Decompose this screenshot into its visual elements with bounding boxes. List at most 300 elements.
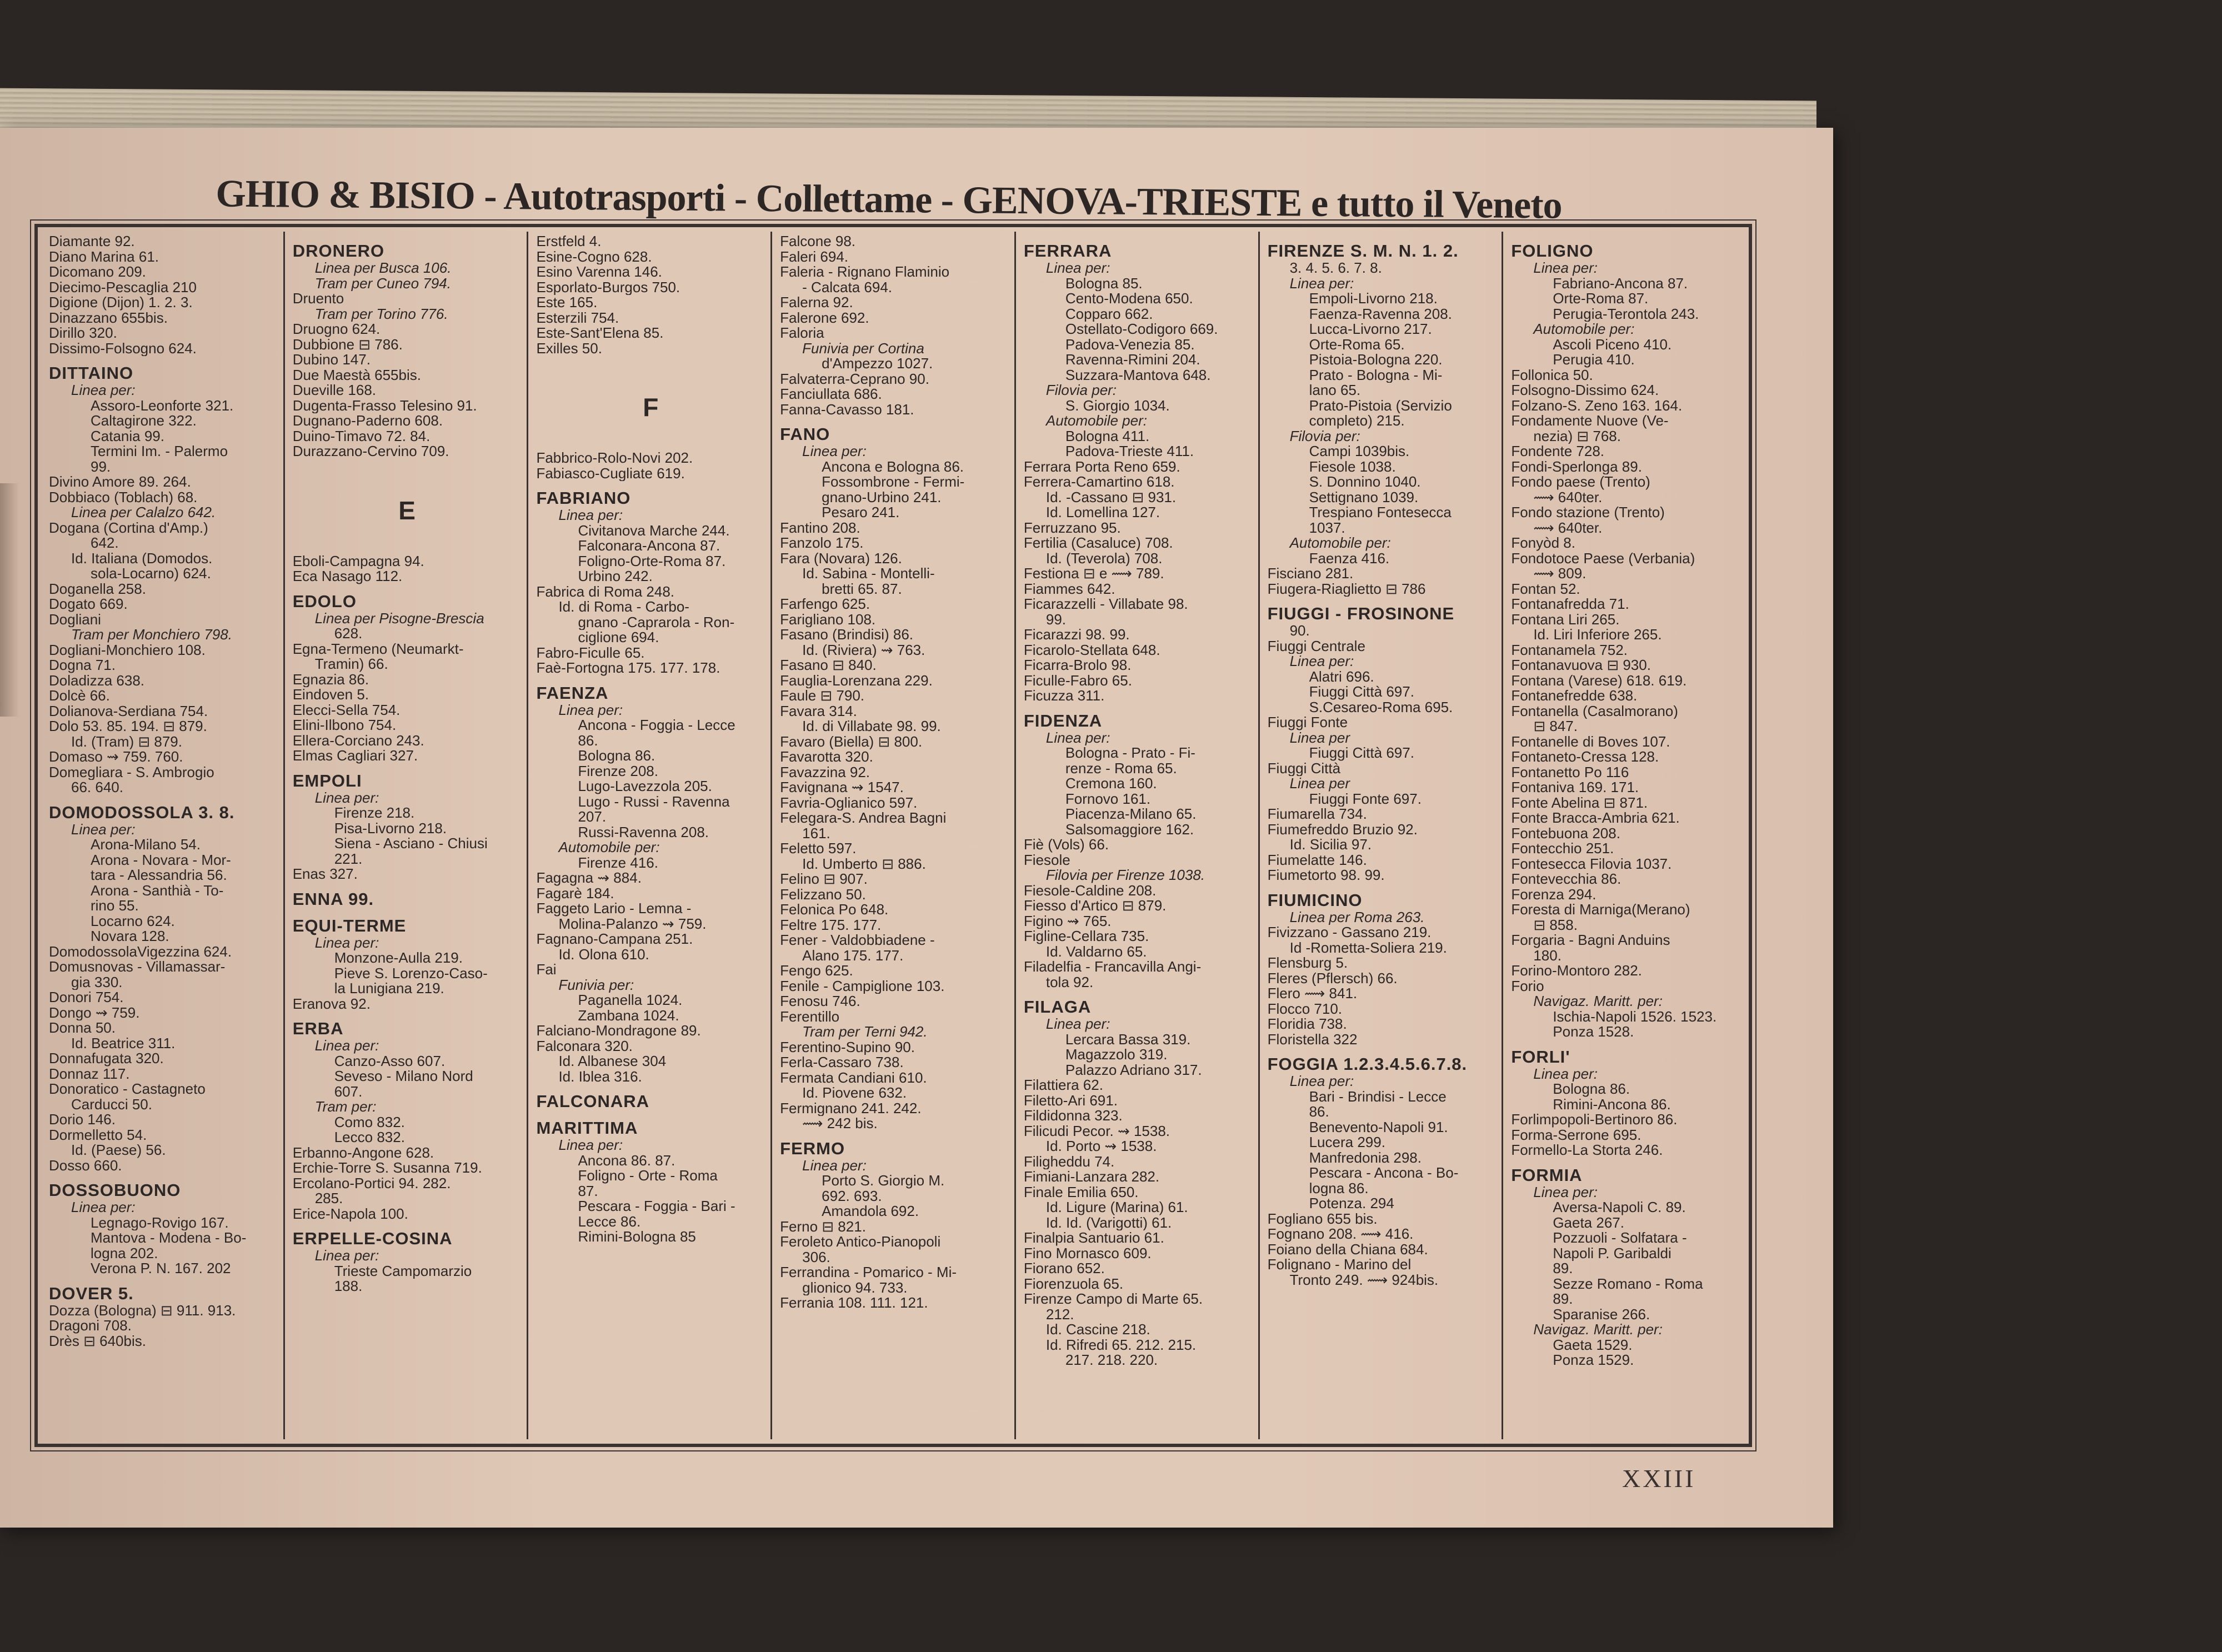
route-destination: Orte-Roma 87. [1553,291,1649,307]
index-subentry: ⟿ 242 bis. [802,1116,878,1132]
route-destination: Bologna 411. [1065,428,1150,444]
route-destination: Como 832. [334,1114,405,1130]
station-heading: FERRARA [1023,242,1112,261]
route-destination: Fiuggi Città 697. [1309,745,1414,761]
index-entry: Fiumelatte 146. [1267,852,1367,868]
route-destination: Lugo-Lavezzola 205. [578,779,712,794]
index-subentry: Id. Italiana (Domodos. [71,550,213,566]
route-destination: 217. 218. 220. [1065,1353,1158,1368]
index-entry: Felonica Po 648. [780,902,889,918]
index-subentry: Id. Porto ⇝ 1538. [1045,1139,1157,1154]
route-destination: Pistoia-Bologna 220. [1309,352,1443,368]
route-destination: Ravenna-Rimini 204. [1065,352,1200,368]
index-frame [34,224,1752,1447]
route-destination: logna 202. [91,1245,158,1261]
index-entry: Diamante 92. [49,234,135,249]
index-entry: Fiesso d'Artico ⊟ 879. [1023,898,1167,914]
route-label: Funivia per Cortina [802,341,924,356]
index-entry: Filadelfia - Francavilla Angi- [1023,959,1202,975]
index-entry: Enas 327. [292,867,358,882]
route-destination: Porto S. Giorgio M. [822,1173,945,1189]
route-destination: Potenza. 294 [1309,1196,1394,1212]
route-destination: logna 86. [1309,1180,1369,1196]
index-entry: Fonyòd 8. [1511,535,1575,551]
station-heading: FILAGA [1023,998,1092,1017]
station-heading: FABRIANO [536,489,631,508]
index-entry: Felegara-S. Andrea Bagni [780,810,947,826]
route-label: Linea per: [558,508,623,523]
index-entry: Falcone 98. [780,234,856,249]
index-entry: Felino ⊟ 907. [780,872,868,887]
index-entry: Fondo paese (Trento) [1511,474,1650,490]
route-label: Linea per: [1533,1066,1598,1082]
index-subentry: 99. [1045,612,1067,627]
route-destination: Amandola 692. [822,1204,919,1219]
index-entry: Fogliano 655 bis. [1267,1211,1378,1227]
route-destination: Russi-Ravenna 208. [578,824,709,840]
station-heading: MARITTIMA [536,1119,638,1138]
route-destination: Aversa-Napoli C. 89. [1553,1200,1686,1215]
index-entry: Fontanefredde 638. [1511,688,1638,704]
route-destination: Ancona e Bologna 86. [822,459,964,474]
route-label: Tram per Terni 942. [802,1024,928,1040]
index-entry: Favarotta 320. [780,749,873,765]
route-label: Linea per [1289,776,1350,792]
route-destination: rino 55. [91,898,139,914]
index-entry: Dozza (Bologna) ⊟ 911. 913. [49,1303,236,1318]
route-destination: Arona-Milano 54. [91,837,201,853]
index-entry: Dobbiaco (Toblach) 68. [49,489,198,505]
index-entry: Ferrania 108. 111. 121. [780,1295,928,1311]
index-entry: Floridia 738. [1267,1017,1347,1032]
route-destination: Caltagirone 322. [91,413,197,429]
index-entry: Ficarazzi 98. 99. [1023,627,1130,643]
index-entry: Feroleto Antico-Pianopoli [780,1234,941,1250]
index-subentry: 90. [1289,623,1310,639]
index-entry: Fontanamela 752. [1511,642,1628,658]
page-number: XXIII [1622,1464,1696,1493]
route-destination: Pozzuoli - Solfatara - [1553,1230,1687,1246]
index-entry: Egnazia 86. [292,672,369,687]
index-entry: Ficuzza 311. [1023,688,1105,704]
index-entry: Fertilia (Casaluce) 708. [1023,535,1173,551]
index-subentry: ⊟ 858. [1533,917,1578,933]
index-entry: Fagarè 184. [536,885,614,901]
index-entry: Ficarazzelli - Villabate 98. [1023,597,1188,612]
index-entry: Fildidonna 323. [1023,1108,1123,1124]
route-destination: Ancona 86. 87. [578,1153,675,1168]
index-entry: Forgaria - Bagni Anduins [1511,933,1670,948]
route-destination: Prato - Bologna - Mi- [1309,367,1443,383]
index-column-2 [285,232,529,1439]
route-label: Linea per: [1533,1184,1598,1200]
index-entry: Donna 50. [49,1020,116,1036]
route-destination: Foligno-Orte-Roma 87. [578,553,726,569]
route-destination: 642. [91,535,119,551]
index-entry: Fontaniva 169. 171. [1511,780,1639,795]
index-subentry: Tramin) 66. [314,657,388,672]
route-destination: Urbino 242. [578,569,653,584]
index-entry: Fiammes 642. [1023,581,1115,597]
index-subentry: Id. di Roma - Carbo- [558,599,689,615]
route-destination: Lecce 86. [578,1214,641,1229]
route-destination: Piacenza-Milano 65. [1065,807,1197,822]
index-entry: Fontanavuova ⊟ 930. [1511,658,1651,673]
route-destination: Bologna 85. [1065,276,1143,291]
route-destination: Prato-Pistoia (Servizio [1309,398,1452,413]
index-column-1 [41,232,285,1439]
index-entry: Falvaterra-Ceprano 90. [780,371,929,387]
index-entry: Erice-Napola 100. [292,1206,408,1222]
index-entry: Favaro (Biella) ⊟ 800. [780,734,923,749]
index-entry: Dogliani-Monchiero 108. [49,642,206,658]
index-entry: Dissimo-Folsogno 624. [49,341,197,356]
index-entry: Filigheddu 74. [1023,1154,1115,1169]
index-entry: Este-Sant'Elena 85. [536,326,664,341]
index-entry: Ferrandina - Pomarico - Mi- [780,1265,957,1280]
route-destination: 607. [334,1084,363,1099]
index-subentry: ⊟ 847. [1533,719,1578,734]
index-entry: Feltre 175. 177. [780,917,882,933]
index-entry: Elecci-Sella 754. [292,702,401,718]
index-entry: Fiuggi Città [1267,760,1341,776]
index-entry: Eca Nasago 112. [292,569,403,584]
index-entry: Fantino 208. [780,520,860,535]
station-heading: FANO [780,425,830,444]
index-entry: Dorio 146. [49,1112,116,1128]
station-heading: EQUI-TERME [292,916,407,935]
route-label: Tram per Cuneo 794. [314,276,451,291]
route-destination: ciglione 694. [578,630,659,645]
route-label: Linea per: [802,1158,867,1173]
route-destination: Perugia 410. [1553,352,1635,368]
index-entry: Ferentino-Supino 90. [780,1039,915,1055]
route-destination: Empoli-Livorno 218. [1309,291,1438,307]
index-entry: Foiano della Chiana 684. [1267,1241,1428,1257]
index-entry: Flensburg 5. [1267,955,1348,971]
route-destination: 1037. [1309,520,1345,535]
route-destination: Canzo-Asso 607. [334,1053,446,1069]
index-entry: Fabro-Ficulle 65. [536,645,645,660]
index-entry: Fabbrico-Rolo-Novi 202. [536,450,693,466]
route-destination: Fiuggi Fonte 697. [1309,791,1422,807]
station-heading: FALCONARA [536,1092,650,1111]
index-entry: Filicudi Pecor. ⇝ 1538. [1023,1123,1170,1139]
route-destination: Lecco 832. [334,1130,405,1145]
index-subentry: Tronto 249. ⟿ 924bis. [1289,1272,1439,1288]
route-destination: Seveso - Milano Nord [334,1069,473,1084]
station-heading: ENNA 99. [292,889,374,909]
index-subentry: Id. Sabina - Montelli- [802,566,935,582]
index-entry: Domegliara - S. Ambrogio [49,764,214,780]
index-entry: Festiona ⊟ e ⟿ 789. [1023,566,1164,582]
letter-divider: E [398,495,416,525]
index-entry: Firenze Campo di Marte 65. [1023,1291,1203,1307]
index-entry: Ercolano-Portici 94. 282. [292,1175,451,1191]
route-destination: Pieve S. Lorenzo-Caso- [334,965,488,981]
route-destination: Zambana 1024. [578,1008,679,1023]
route-destination: Paganella 1024. [578,993,683,1008]
index-entry: Fiesole-Caldine 208. [1023,883,1157,898]
index-entry: Fontan 52. [1511,581,1580,597]
route-label: Linea per: [71,383,136,398]
route-destination: Ponza 1528. [1553,1024,1634,1040]
index-subentry: 161. [802,825,830,841]
station-heading: FIRENZE S. M. N. 1. 2. [1267,242,1459,261]
route-destination: Fiesole 1038. [1309,459,1396,474]
route-destination: S. Donnino 1040. [1309,474,1421,490]
route-label: Linea per [1289,730,1350,745]
index-subentry: Id. Cascine 218. [1045,1322,1150,1338]
index-entry: Erstfeld 4. [536,234,602,249]
index-entry: Faloria [780,326,824,341]
station-heading: FIDENZA [1023,711,1103,730]
index-entry: Duino-Timavo 72. 84. [292,428,431,444]
index-entry: Domaso ⇝ 759. 760. [49,749,183,765]
route-label: Tram per Torino 776. [314,306,448,322]
index-entry: Due Maestà 655bis. [292,367,421,383]
index-entry: Fiumefreddo Bruzio 92. [1267,822,1418,837]
route-destination: Firenze 416. [578,855,658,870]
route-label: Automobile per: [1533,322,1635,337]
route-destination: Arona - Santhià - To- [91,883,224,898]
route-label: Linea per: [558,1138,623,1153]
index-entry: Fontanetto Po 116 [1511,764,1629,780]
route-destination: S.Cesareo-Roma 695. [1309,699,1453,715]
station-heading: FOGGIA 1.2.3.4.5.6.7.8. [1267,1055,1468,1074]
index-entry: Erchie-Torre S. Susanna 719. [292,1160,482,1176]
station-heading: DOMODOSSOLA 3. 8. [49,803,235,822]
index-entry: Fara (Novara) 126. [780,550,902,566]
index-subentry: Id. Valdarno 65. [1045,944,1147,959]
index-entry: Felizzano 50. [780,887,866,902]
index-subentry: Id. Olona 610. [558,947,649,962]
index-subentry: Id. Piovene 632. [802,1085,907,1101]
index-entry: Folzano-S. Zeno 163. 164. [1511,398,1683,413]
route-destination: Pisa-Livorno 218. [334,820,447,836]
index-entry: Dolcè 66. [49,688,110,704]
route-label: Linea per: [1289,276,1354,291]
index-column-4 [772,232,1016,1439]
index-entry: Dongo ⇝ 759. [49,1005,140,1020]
index-subentry: Id. Albanese 304 [558,1054,667,1069]
index-entry: Faggeto Lario - Lemna - [536,901,692,917]
route-label: Filovia per Firenze 1038. [1045,868,1205,883]
route-label: Linea per: [1045,1017,1110,1032]
route-destination: gnano -Caprarola - Ron- [578,614,735,630]
index-subentry: 306. [802,1249,830,1265]
index-entry: Fontanella (Casalmorano) [1511,703,1678,719]
route-destination: Bologna - Prato - Fi- [1065,745,1195,761]
index-entry: Forio [1511,978,1544,994]
index-entry: Faleri 694. [780,249,848,264]
route-destination: Ischia-Napoli 1526. 1523. [1553,1009,1717,1024]
index-subentry: glionico 94. 733. [802,1280,908,1295]
route-destination: gnano-Urbino 241. [822,489,942,505]
index-entry: Fiumarella 734. [1267,807,1367,822]
index-entry: Dolo 53. 85. 194. ⊟ 879. [49,719,207,734]
index-entry: Diano Marina 61. [49,249,159,264]
index-entry: Este 165. [536,295,598,311]
index-entry: Eboli-Campagna 94. [292,553,424,569]
index-entry: Durazzano-Cervino 709. [292,444,449,459]
index-entry: Faleria - Rignano Flaminio [780,264,950,280]
index-entry: Favignana ⇝ 1547. [780,780,904,795]
index-subentry: ⟿ 809. [1533,566,1587,582]
route-destination: 188. [334,1279,363,1294]
index-subentry: ⟿ 640ter. [1533,520,1603,535]
route-destination: Fornovo 161. [1065,791,1151,807]
index-entry: Fermignano 241. 242. [780,1100,922,1116]
index-entry: Fiugera-Riaglietto ⊟ 786 [1267,581,1426,597]
index-column-3 [528,232,772,1439]
route-destination: la Lunigiana 219. [334,981,444,997]
index-subentry: Carducci 50. [71,1097,152,1112]
route-destination: d'Ampezzo 1027. [822,356,933,372]
route-destination: Legnago-Rovigo 167. [91,1215,229,1230]
route-destination: Arona - Novara - Mor- [91,852,231,868]
index-entry: Divino Amore 89. 264. [49,474,191,490]
route-destination: Novara 128. [91,929,169,944]
route-destination: Faenza 416. [1309,550,1390,566]
index-subentry: - Calcata 694. [802,279,893,295]
route-label: Tram per: [314,1099,377,1115]
index-entry: Favara 314. [780,703,857,719]
index-subentry: Id. Sicilia 97. [1289,837,1372,853]
index-entry: Forenza 294. [1511,887,1597,902]
index-entry: Fondi-Sperlonga 89. [1511,459,1642,474]
route-destination: Monzone-Aulla 219. [334,950,463,966]
station-heading: FERMO [780,1139,845,1158]
route-destination: Ostellato-Codigoro 669. [1065,322,1218,337]
route-label: Linea per Pisogne-Brescia [314,610,484,626]
route-label: Linea per: [314,790,379,805]
route-destination: completo) 215. [1309,413,1405,429]
route-destination: Benevento-Napoli 91. [1309,1119,1448,1135]
route-destination: 628. [334,626,363,642]
index-entry: Fengo 625. [780,963,853,979]
index-entry: Fiesole [1023,852,1070,868]
route-destination: 89. [1553,1291,1573,1307]
index-entry: Dirillo 320. [49,326,117,341]
route-label: Linea per: [314,1038,379,1054]
index-subentry: Alano 175. 177. [802,948,904,963]
route-destination: Gaeta 1529. [1553,1337,1633,1353]
route-destination: Trieste Campomarzio [334,1263,472,1279]
index-entry: Fontana Liri 265. [1511,612,1620,627]
index-entry: Fisciano 281. [1267,566,1354,582]
index-entry: Finalpia Santuario 61. [1023,1230,1164,1246]
index-subentry: Molina-Palanzo ⇝ 759. [558,916,707,932]
index-entry: Faule ⊟ 790. [780,688,865,704]
route-destination: 221. [334,851,363,867]
route-label: Navigaz. Maritt. per: [1533,1322,1663,1338]
route-destination: Firenze 208. [578,763,658,779]
route-destination: Alatri 696. [1309,669,1374,684]
index-entry: Dolianova-Serdiana 754. [49,703,208,719]
index-entry: Donnaz 117. [49,1066,130,1082]
station-heading: EMPOLI [292,771,362,790]
index-subentry: 3. 4. 5. 6. 7. 8. [1289,261,1382,276]
route-destination: Falconara-Ancona 87. [578,538,720,554]
index-entry: Forlimpopoli-Bertinoro 86. [1511,1112,1678,1128]
index-entry: Fasano (Brindisi) 86. [780,627,914,643]
index-entry: Fonte Abelina ⊟ 871. [1511,795,1648,810]
index-entry: Fener - Valdobbiadene - [780,933,935,948]
index-entry: Dogato 669. [49,597,128,612]
index-entry: Fondente 728. [1511,444,1605,459]
index-subentry: Id. Ligure (Marina) 61. [1045,1200,1188,1215]
index-entry: Fonte Bracca-Ambria 621. [1511,810,1680,826]
station-heading: EDOLO [292,592,357,611]
route-destination: Verona P. N. 167. 202 [91,1261,231,1276]
index-entry: Fiorenzuola 65. [1023,1276,1124,1291]
index-entry: Ficulle-Fabro 65. [1023,673,1132,688]
route-destination: Padova-Trieste 411. [1065,444,1194,459]
index-column-5 [1016,232,1260,1439]
route-label: Linea per: [1289,1074,1354,1089]
index-entry: Fontaneto-Cressa 128. [1511,749,1659,765]
route-destination: Rimini-Ancona 86. [1553,1097,1671,1112]
route-destination: bretti 65. 87. [822,581,902,597]
index-entry: Fabrica di Roma 248. [536,584,674,599]
route-destination: 207. [578,809,607,825]
index-entry: Donoratico - Castagneto [49,1082,206,1097]
index-entry: Ferentillo [780,1009,840,1024]
route-destination: Settignano 1039. [1309,489,1419,505]
route-destination: Ancona - Foggia - Lecce [578,718,735,733]
route-destination: Suzzara-Mantova 648. [1065,367,1211,383]
route-destination: Sparanise 266. [1553,1306,1650,1322]
route-label: Filovia per: [1289,428,1360,444]
index-entry: Falciano-Mondragone 89. [536,1023,701,1039]
index-entry: Fontebuona 208. [1511,825,1620,841]
route-destination: Magazzolo 319. [1065,1047,1168,1063]
route-destination: Gaeta 267. [1553,1215,1624,1230]
route-destination: 89. [1553,1261,1573,1276]
route-label: Linea per Busca 106. [314,261,452,276]
index-entry: Folsogno-Dissimo 624. [1511,383,1659,398]
index-entry: Fontanafredda 71. [1511,597,1629,612]
route-destination: Termini Im. - Palermo [91,444,228,459]
index-entry: Esterzili 754. [536,310,619,326]
station-heading: DOVER 5. [49,1284,134,1303]
index-entry: Fiumetorto 98. 99. [1267,868,1385,883]
index-entry: Fermata Candiani 610. [780,1070,927,1085]
route-destination: Orte-Roma 65. [1309,337,1405,352]
index-subentry: 66. 640. [71,780,123,795]
index-entry: Fognano 208. ⟿ 416. [1267,1227,1414,1242]
index-entry: Farigliano 108. [780,612,876,627]
route-destination: Palazzo Adriano 317. [1065,1062,1202,1078]
route-label: Linea per Roma 263. [1289,909,1425,925]
index-entry: Druogno 624. [292,322,381,337]
index-entry: Digione (Dijon) 1. 2. 3. [49,295,193,311]
index-entry: Diecimo-Pescaglia 210 [49,279,197,295]
index-entry: Dueville 168. [292,383,377,398]
index-entry: Doladizza 638. [49,673,144,688]
index-entry: Forino-Montoro 282. [1511,963,1642,979]
route-label: Linea per: [1045,730,1110,745]
route-destination: Fabriano-Ancona 87. [1553,276,1688,291]
route-destination: Salsomaggiore 162. [1065,822,1194,837]
station-heading: FOLIGNO [1511,242,1594,261]
route-label: Navigaz. Maritt. per: [1533,994,1663,1009]
station-heading: ERBA [292,1019,344,1038]
index-entry: Figline-Cellara 735. [1023,929,1149,944]
index-entry: Fondotoce Paese (Verbania) [1511,550,1695,566]
index-entry: Dogna 71. [49,658,116,673]
